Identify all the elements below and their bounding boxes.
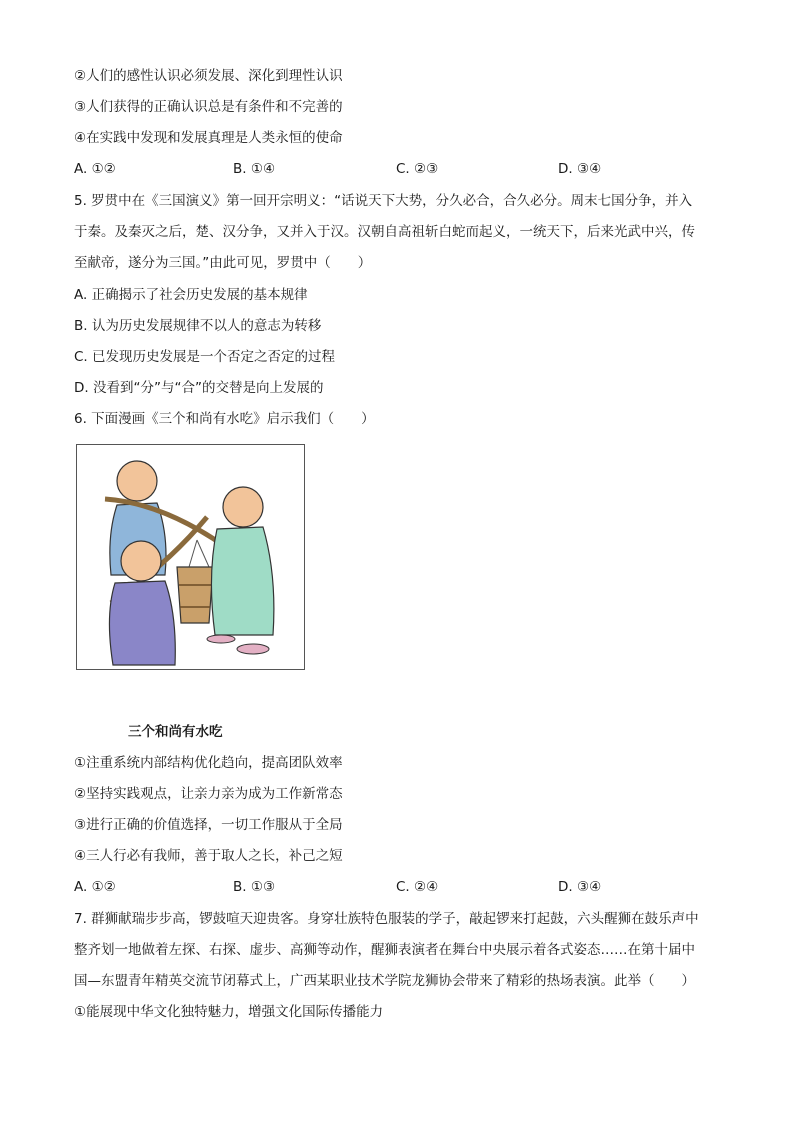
q4-option-b: B. ①④ (233, 161, 276, 177)
q6-option-a: A. ①② (74, 879, 116, 895)
q7-stem-line-1: 7. 群狮献瑞步步高，锣鼓喧天迎贵客。身穿壮族特色服装的学子，敲起锣来打起鼓，六头醒狮在鼓乐声中 (74, 911, 699, 927)
q5-choice-d: D. 没看到“分”与“合”的交替是向上发展的 (74, 380, 324, 396)
q7-stem-line-3: 国—东盟青年精英交流节闭幕式上，广西某职业技术学院龙狮协会带来了精彩的热场表演。此举（ ） (74, 973, 695, 989)
q6-option-b: B. ①③ (233, 879, 276, 895)
q4-item-3: ③人们获得的正确认识总是有条件和不完善的 (74, 99, 343, 115)
q4-option-d: D. ③④ (558, 161, 602, 177)
q6-item-4: ④三人行必有我师，善于取人之长，补己之短 (74, 848, 343, 864)
q7-item-1: ①能展现中华文化独特魅力，增强文化国际传播能力 (74, 1004, 384, 1020)
q4-option-c: C. ②③ (396, 161, 439, 177)
q6-item-1: ①注重系统内部结构优化趋向，提高团队效率 (74, 755, 343, 771)
q5-stem-line-2: 于秦。及秦灭之后，楚、汉分争，又并入于汉。汉朝自高祖斩白蛇而起义，一统天下，后来光武中兴，传 (74, 224, 695, 240)
three-monks-cartoon (76, 444, 305, 670)
q4-item-2: ②人们的感性认识必须发展、深化到理性认识 (74, 68, 343, 84)
q5-choice-b: B. 认为历史发展规律不以人的意志为转移 (74, 318, 322, 334)
q5-stem-line-3: 至献帝，遂分为三国。”由此可见，罗贯中（ ） (74, 255, 372, 271)
q7-stem-line-2: 整齐划一地做着左探、右探、虚步、高狮等动作，醒狮表演者在舞台中央展示着各式姿态……在第十届中 (74, 942, 695, 958)
q6-stem: 6. 下面漫画《三个和尚有水吃》启示我们（ ） (74, 411, 375, 427)
q5-choice-c: C. 已发现历史发展是一个否定之否定的过程 (74, 349, 336, 365)
q6-option-d: D. ③④ (558, 879, 602, 895)
q6-option-c: C. ②④ (396, 879, 439, 895)
q6-item-3: ③进行正确的价值选择，一切工作服从于全局 (74, 817, 343, 833)
q4-option-a: A. ①② (74, 161, 116, 177)
q5-stem-line-1: 5. 罗贯中在《三国演义》第一回开宗明义：“话说天下大势，分久必合，合久必分。周末七国分争，并入 (74, 193, 693, 209)
q5-choice-a: A. 正确揭示了社会历史发展的基本规律 (74, 287, 308, 303)
cartoon-caption: 三个和尚有水吃 (128, 724, 223, 740)
q4-item-4: ④在实践中发现和发展真理是人类永恒的使命 (74, 130, 343, 146)
q6-item-2: ②坚持实践观点，让亲力亲为成为工作新常态 (74, 786, 343, 802)
